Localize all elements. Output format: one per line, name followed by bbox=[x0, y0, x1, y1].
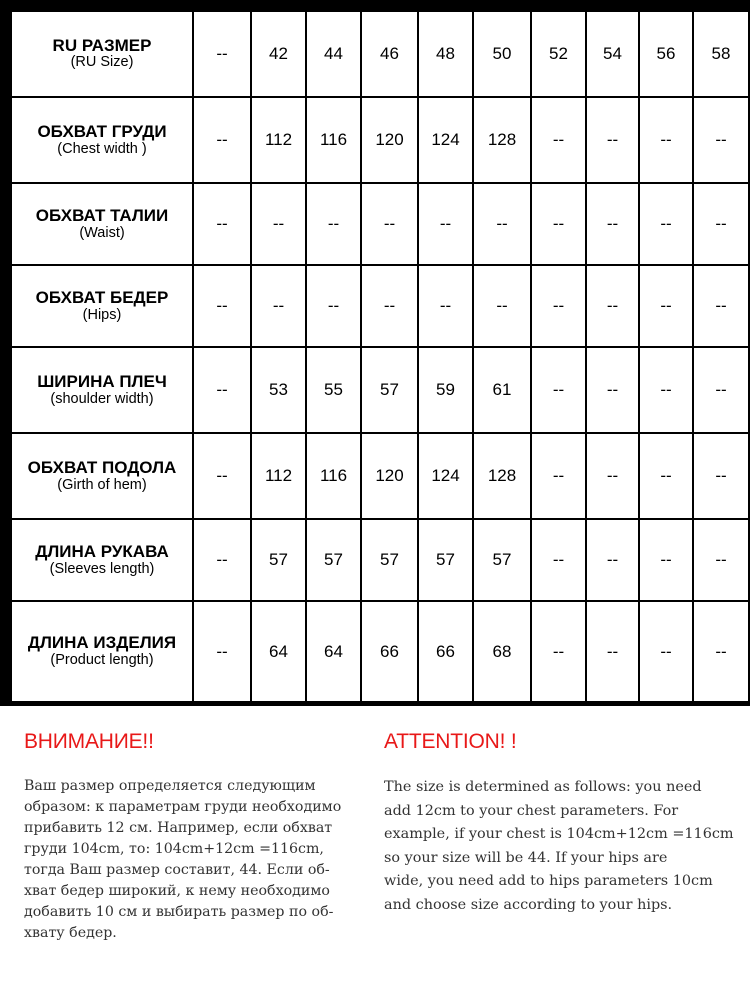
row-label bbox=[11, 183, 193, 265]
row-label bbox=[11, 265, 193, 347]
table-cell: -- bbox=[473, 265, 531, 347]
table-cell: -- bbox=[639, 519, 693, 601]
table-cell: -- bbox=[251, 265, 306, 347]
table-cell: 57 bbox=[361, 347, 418, 433]
row-label-ru: ОБХВАТ ГРУДИ bbox=[37, 121, 167, 141]
table-cell: -- bbox=[639, 97, 693, 183]
table-cell: -- bbox=[639, 347, 693, 433]
table-cell: -- bbox=[531, 183, 586, 265]
table-cell: 57 bbox=[306, 519, 361, 601]
table-cell: 128 bbox=[473, 97, 531, 183]
table-cell: 112 bbox=[251, 97, 306, 183]
row-label-ru: ДЛИНА РУКАВА bbox=[35, 542, 169, 562]
row-label bbox=[11, 601, 193, 702]
table-cell: 64 bbox=[306, 601, 361, 702]
table-cell: 66 bbox=[418, 601, 473, 702]
table-cell: -- bbox=[193, 601, 251, 702]
size-instructions-ru: Ваш размер определяется следующим образом: к параметрам груди необходимо прибавить 12 см. Например, если обхват груди 104cm, то: 104cm+12cm =116cm, тогда Ваш размер составит, 44. Если об- хват бедер широкий, к нему необходимо добавить 10 см и выбирать размер по об- хвату бедер. bbox=[24, 778, 342, 941]
table-cell: -- bbox=[193, 183, 251, 265]
table-cell: -- bbox=[586, 347, 639, 433]
table-cell: -- bbox=[639, 433, 693, 519]
attention-heading-ru: ВНИМАНИЕ!! bbox=[24, 730, 154, 753]
table-cell: 66 bbox=[361, 601, 418, 702]
table-cell: -- bbox=[586, 97, 639, 183]
table-cell: -- bbox=[531, 347, 586, 433]
table-cell: 128 bbox=[473, 433, 531, 519]
table-cell: 59 bbox=[418, 347, 473, 433]
table-cell: 58 bbox=[693, 11, 749, 97]
table-cell: 120 bbox=[361, 433, 418, 519]
attention-heading-en: ATTENTION! ! bbox=[384, 730, 517, 753]
row-label-ru: ОБХВАТ БЕДЕР bbox=[35, 287, 169, 307]
table-cell: 124 bbox=[418, 433, 473, 519]
row-label bbox=[11, 347, 193, 433]
table-row bbox=[11, 265, 749, 347]
row-label bbox=[11, 97, 193, 183]
table-cell: 57 bbox=[251, 519, 306, 601]
row-label bbox=[11, 433, 193, 519]
row-label-en: (Product length) bbox=[50, 652, 154, 669]
table-cell: -- bbox=[639, 265, 693, 347]
table-cell: -- bbox=[193, 433, 251, 519]
size-chart-table bbox=[10, 10, 750, 703]
table-cell: -- bbox=[586, 265, 639, 347]
table-cell: -- bbox=[693, 183, 749, 265]
table-cell: -- bbox=[531, 433, 586, 519]
table-cell: 42 bbox=[251, 11, 306, 97]
row-label-ru: ОБХВАТ ПОДОЛА bbox=[27, 458, 177, 478]
table-cell: -- bbox=[531, 519, 586, 601]
table-cell: -- bbox=[639, 601, 693, 702]
table-cell: 52 bbox=[531, 11, 586, 97]
row-label-en: (shoulder width) bbox=[50, 390, 154, 407]
table-cell: -- bbox=[586, 519, 639, 601]
row-label bbox=[11, 11, 193, 97]
table-cell: -- bbox=[531, 601, 586, 702]
row-label bbox=[11, 519, 193, 601]
table-cell: 48 bbox=[418, 11, 473, 97]
table-cell: -- bbox=[531, 265, 586, 347]
row-label-ru: ОБХВАТ ТАЛИИ bbox=[35, 205, 169, 225]
table-row bbox=[11, 519, 749, 601]
table-cell: -- bbox=[586, 601, 639, 702]
table-cell: 116 bbox=[306, 97, 361, 183]
table-row bbox=[11, 601, 749, 702]
table-cell: 57 bbox=[418, 519, 473, 601]
table-cell: 53 bbox=[251, 347, 306, 433]
row-label-en: (Chest width ) bbox=[57, 140, 147, 157]
row-label-en: (Waist) bbox=[79, 224, 125, 241]
table-cell: -- bbox=[693, 347, 749, 433]
table-row bbox=[11, 183, 749, 265]
table-cell: 57 bbox=[361, 519, 418, 601]
table-cell: -- bbox=[193, 519, 251, 601]
table-cell: -- bbox=[586, 433, 639, 519]
table-cell: -- bbox=[418, 183, 473, 265]
table-cell: -- bbox=[693, 433, 749, 519]
table-cell: 116 bbox=[306, 433, 361, 519]
table-row bbox=[11, 347, 749, 433]
table-row bbox=[11, 97, 749, 183]
row-label-en: (Girth of hem) bbox=[57, 476, 147, 493]
table-cell: 112 bbox=[251, 433, 306, 519]
notes-en bbox=[384, 730, 736, 917]
table-row bbox=[11, 433, 749, 519]
table-cell: -- bbox=[586, 183, 639, 265]
row-label-ru: ДЛИНА ИЗДЕЛИЯ bbox=[27, 633, 177, 653]
table-cell: -- bbox=[361, 265, 418, 347]
row-label-en: (RU Size) bbox=[70, 54, 134, 71]
table-cell: -- bbox=[531, 97, 586, 183]
table-cell: 54 bbox=[586, 11, 639, 97]
table-cell: -- bbox=[418, 265, 473, 347]
table-cell: -- bbox=[306, 265, 361, 347]
table-cell: -- bbox=[193, 347, 251, 433]
table-cell: 46 bbox=[361, 11, 418, 97]
table-cell: 57 bbox=[473, 519, 531, 601]
table-cell: 120 bbox=[361, 97, 418, 183]
table-cell: 50 bbox=[473, 11, 531, 97]
table-cell: -- bbox=[473, 183, 531, 265]
table-cell: -- bbox=[361, 183, 418, 265]
size-instructions-en: The size is determined as follows: you need add 12cm to your chest parameters. For example, if your chest is 104cm+12cm =116cm so your size will be 44. If your hips are wide, you need add to hips parameters 10cm and choose size according to your hips. bbox=[384, 779, 734, 913]
table-cell: -- bbox=[306, 183, 361, 265]
row-label-en: (Sleeves length) bbox=[49, 560, 155, 577]
table-cell: 44 bbox=[306, 11, 361, 97]
table-cell: 61 bbox=[473, 347, 531, 433]
row-label-ru: ШИРИНА ПЛЕЧ bbox=[37, 371, 167, 391]
table-cell: -- bbox=[693, 601, 749, 702]
table-cell: -- bbox=[193, 97, 251, 183]
table-cell: -- bbox=[693, 97, 749, 183]
table-cell: -- bbox=[251, 183, 306, 265]
table-cell: -- bbox=[193, 11, 251, 97]
table-cell: 68 bbox=[473, 601, 531, 702]
table-cell: 124 bbox=[418, 97, 473, 183]
table-cell: -- bbox=[693, 519, 749, 601]
table-cell: -- bbox=[693, 265, 749, 347]
row-label-en: (Hips) bbox=[82, 306, 122, 323]
table-cell: 55 bbox=[306, 347, 361, 433]
row-label-ru: RU РАЗМЕР bbox=[52, 35, 152, 55]
table-cell: -- bbox=[639, 183, 693, 265]
table-cell: -- bbox=[193, 265, 251, 347]
table-cell: 64 bbox=[251, 601, 306, 702]
notes-ru bbox=[24, 730, 364, 944]
table-row bbox=[11, 11, 749, 97]
table-cell: 56 bbox=[639, 11, 693, 97]
